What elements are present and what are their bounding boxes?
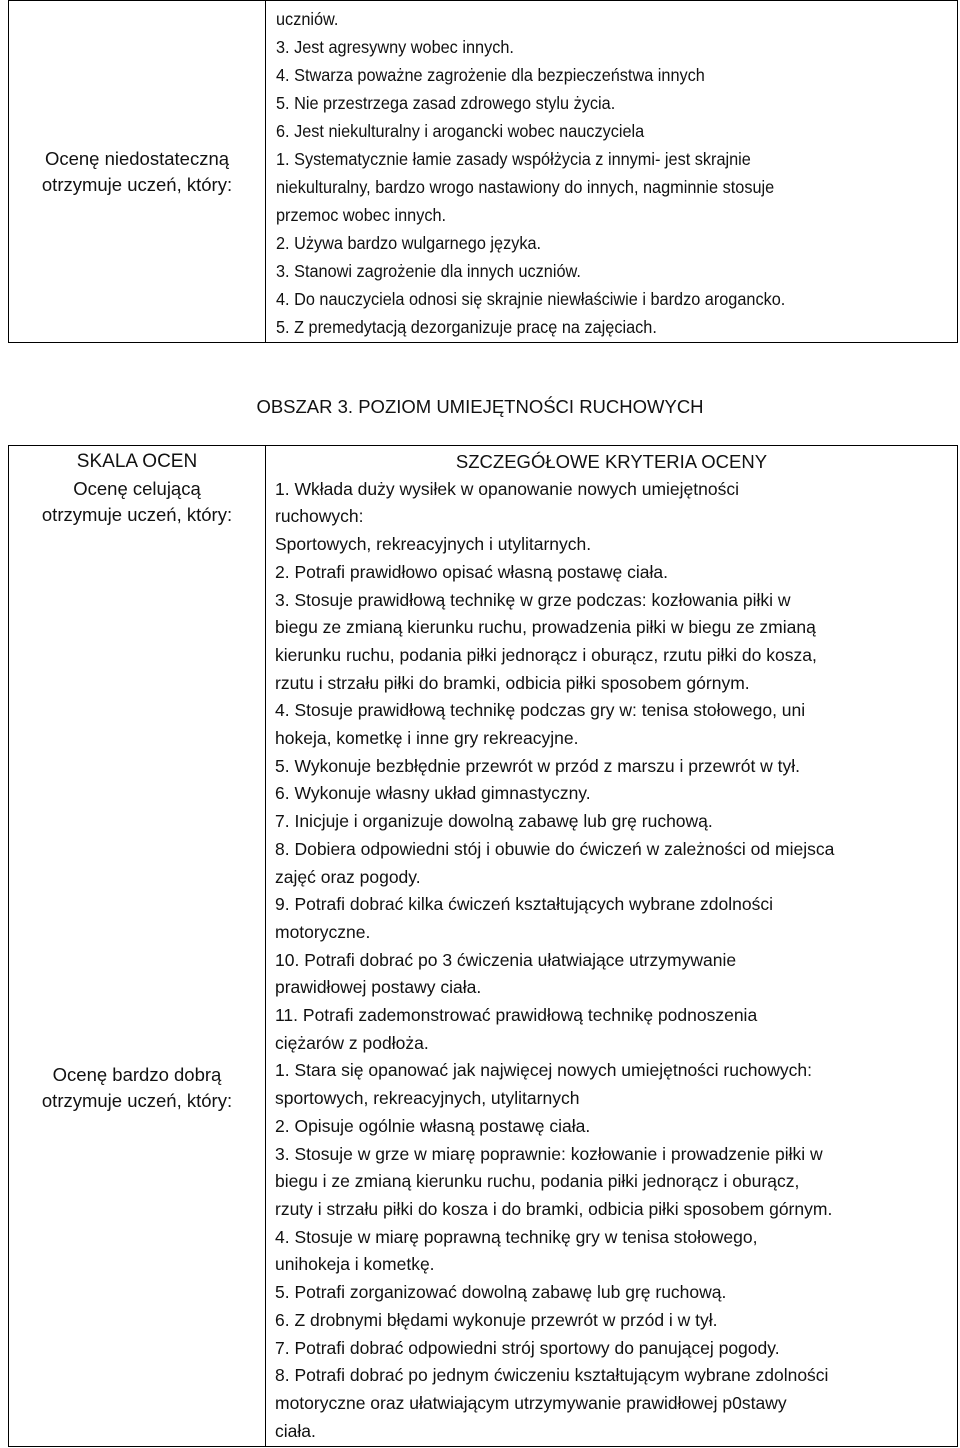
criteria-line: Sportowych, rekreacyjnych i utylitarnych. [275,534,592,555]
criteria-line: 5. Z premedytacją dezorganizuje pracę na zajęciach. [276,317,657,337]
grade-label-line: Ocenę niedostateczną [44,147,230,169]
criteria-line: uczniów. [276,9,339,29]
criteria-line: 3. Stosuje prawidłową technikę w grze podczas: kozłowania piłki w [275,589,791,610]
criteria-line: 1. Wkłada duży wysiłek w opanowanie nowych umiejętności [275,478,739,499]
criteria-line: unihokeja i kometkę. [275,1254,435,1275]
criteria-line: 7. Potrafi dobrać odpowiedni strój sportowy do panującej pogody. [275,1337,780,1358]
criteria-line: hokeja, kometkę i inne gry rekreacyjne. [275,728,579,749]
grade-label-line: Ocenę celującą [73,478,201,499]
criteria-line: biegu ze zmianą kierunku ruchu, prowadzenia piłki w biegu ze zmianą [275,617,816,638]
grade-label-celujaca [9,476,265,528]
criteria-line: sportowych, rekreacyjnych, utylitarnych [275,1088,580,1109]
criteria-cell [266,446,958,1447]
criteria-line: 5. Nie przestrzega zasad zdrowego stylu życia. [276,93,616,113]
grade-table-motor-skills [8,445,958,1447]
criteria-line: 11. Potrafi zademonstrować prawidłową technikę podnoszenia [275,1005,758,1026]
table-row [9,1,958,343]
criteria-line: 8. Potrafi dobrać po jednym ćwiczeniu kształtującym wybrane zdolności [275,1365,829,1386]
criteria-line: 2. Używa bardzo wulgarnego języka. [276,233,542,253]
scale-header: SKALA OCEN [76,451,198,472]
criteria-line: 9. Potrafi dobrać kilka ćwiczeń kształtujących wybrane zdolności [275,894,773,915]
criteria-line: ciała. [275,1420,316,1441]
criteria-line: 4. Do nauczyciela odnosi się skrajnie niewłaściwie i bardzo arogancko. [276,289,786,309]
criteria-line: kierunku ruchu, podania piłki jednorącz i oburącz, rzutu piłki do kosza, [275,644,817,665]
grade-scale-cell [9,446,266,1447]
criteria-cell [266,1,958,343]
grade-label-line: otrzymuje uczeń, który: [41,504,233,525]
criteria-line: motoryczne. [275,921,371,942]
criteria-line: biegu i ze zmianą kierunku ruchu, podania piłki jednorącz i oburącz, [275,1171,800,1192]
grade-label-cell [9,1,266,343]
criteria-line: 5. Wykonuje bezbłędnie przewrót w przód z marszu i przewrót w tył. [275,755,801,776]
criteria-line: zajęć oraz pogody. [275,866,421,887]
grade-label-line: otrzymuje uczeń, który: [41,1090,233,1111]
criteria-line: 1. Systematycznie łamie zasady współżycia z innymi- jest skrajnie [276,149,751,169]
grade-label-line: otrzymuje uczeń, który: [41,173,233,195]
criteria-line: niekulturalny, bardzo wrogo nastawiony do innych, nagminnie stosuje [276,177,775,197]
criteria-line: 4. Stosuje prawidłową technikę podczas gry w: tenisa stołowego, uni [275,700,806,721]
area-title: OBSZAR 3. POZIOM UMIEJĘTNOŚCI RUCHOWYCH [256,396,704,417]
grade-label-bardzo-dobra [9,1062,265,1114]
criteria-line: 3. Stosuje w grze w miarę poprawnie: kozłowanie i prowadzenie piłki w [275,1143,823,1164]
grade-table-niedostateczna [8,0,958,343]
criteria-line: motoryczne oraz ułatwiającym utrzymywanie prawidłowej p0stawy [275,1392,787,1413]
criteria-list [267,2,956,341]
criteria-line: 3. Jest agresywny wobec innych. [276,37,514,57]
grade-label-line: Ocenę bardzo dobrą [52,1064,222,1085]
criteria-line: 7. Inicjuje i organizuje dowolną zabawę lub grę ruchową. [275,811,713,832]
criteria-line: 2. Opisuje ogólnie własną postawę ciała. [275,1115,591,1136]
grade-label [10,146,264,198]
table-row [9,446,958,1447]
criteria-line: ruchowych: [275,506,364,527]
criteria-line: 6. Wykonuje własny układ gimnastyczny. [275,783,591,804]
criteria-line: 2. Potrafi prawidłowo opisać własną postawę ciała. [275,561,668,582]
criteria-header: SZCZEGÓŁOWE KRYTERIA OCENY [455,451,768,472]
criteria-line: 4. Stosuje w miarę poprawną technikę gry w tenisa stołowego, [275,1226,758,1247]
criteria-line: 3. Stanowi zagrożenie dla innych uczniów. [276,261,581,281]
criteria-line: 5. Potrafi zorganizować dowolną zabawę lub grę ruchową. [275,1282,727,1303]
criteria-line: 4. Stwarza poważne zagrożenie dla bezpieczeństwa innych [276,65,705,85]
criteria-line: 8. Dobiera odpowiedni stój i obuwie do ćwiczeń w zależności od miejsca [275,838,835,859]
criteria-line: prawidłowej postawy ciała. [275,977,482,998]
criteria-line: ciężarów z podłoża. [275,1032,429,1053]
criteria-line: 6. Z drobnymi błędami wykonuje przewrót w przód i w tył. [275,1309,718,1330]
criteria-list-bardzo-dobra [275,1057,957,1445]
criteria-line: rzuty i strzału piłki do kosza i do bramki, odbicia piłki sposobem górnym. [275,1198,833,1219]
criteria-line: 1. Stara się opanować jak najwięcej nowych umiejętności ruchowych: [275,1060,812,1081]
criteria-line: rzutu i strzału piłki do bramki, odbicia piłki sposobem górnym. [275,672,750,693]
criteria-line: przemoc wobec innych. [276,205,447,225]
criteria-list-celujaca [275,476,957,1058]
criteria-line: 10. Potrafi dobrać po 3 ćwiczenia ułatwiające utrzymywanie [275,949,737,970]
criteria-line: 6. Jest niekulturalny i arogancki wobec nauczyciela [276,121,645,141]
